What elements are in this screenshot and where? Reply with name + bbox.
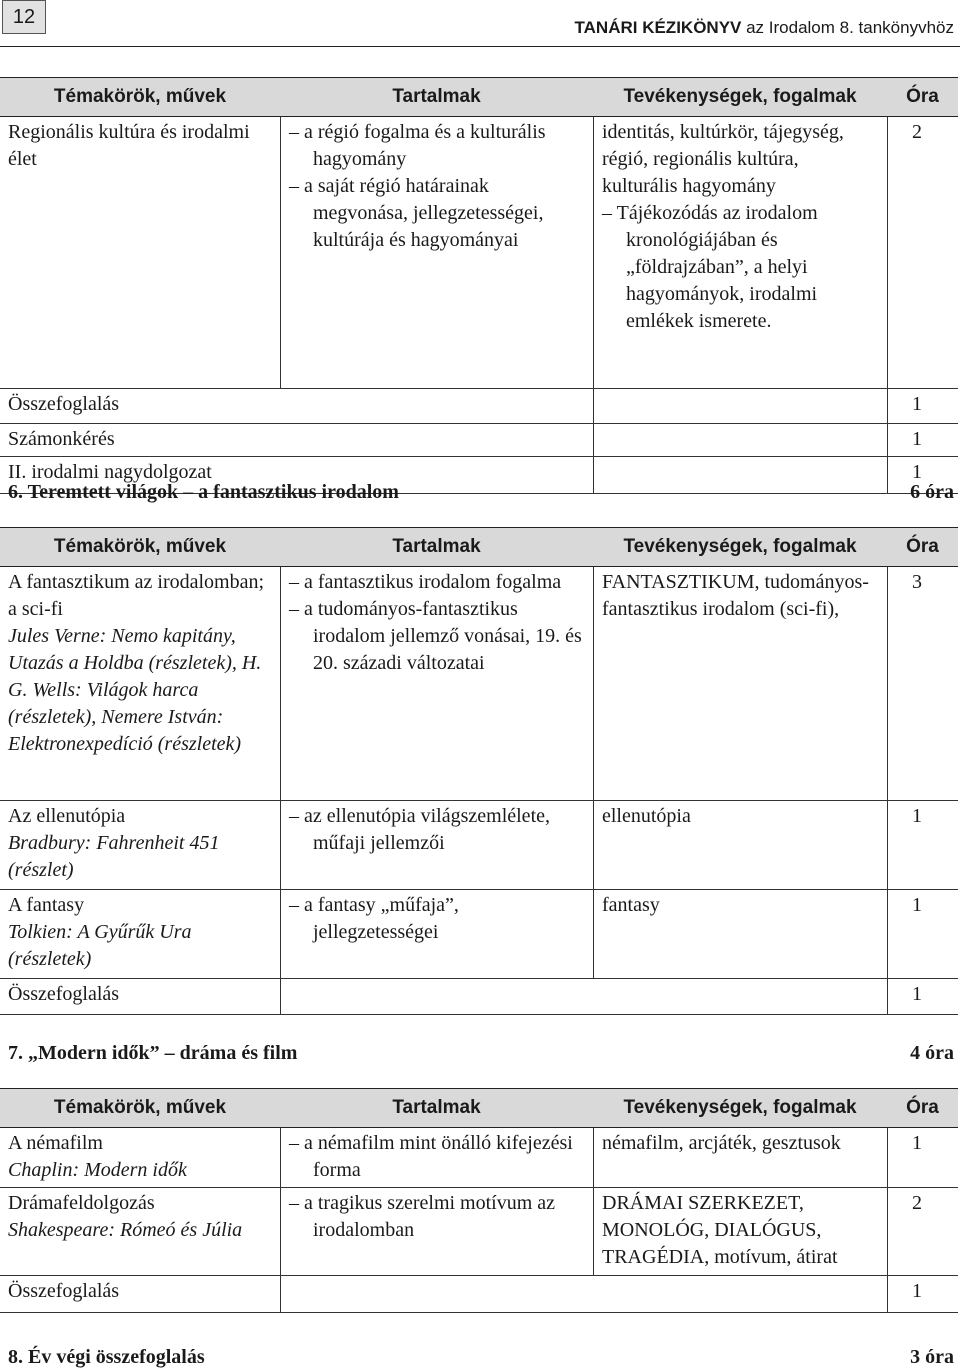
content-item: – a tudományos-fantasztikus irodalom jellemző vonásai, 19. és 20. századi változatai <box>289 598 582 674</box>
works-text: Bradbury: Fahrenheit 451 (részlet) <box>8 832 220 881</box>
table-header <box>0 527 958 567</box>
summary-hours: 1 <box>887 457 958 493</box>
works-text: Chaplin: Modern idők <box>8 1159 187 1181</box>
summary-empty <box>593 389 887 423</box>
summary-hours: 1 <box>887 424 958 456</box>
col-header-topics: Témakörök, művek <box>53 536 227 557</box>
topic-cell <box>0 1188 280 1275</box>
topic-cell <box>0 1128 280 1187</box>
curriculum-table-1 <box>0 77 958 494</box>
curriculum-table-7 <box>0 1088 958 1313</box>
summary-hours: 1 <box>887 1276 958 1312</box>
table-header <box>0 1088 958 1128</box>
activities-cell: ellenutópia <box>593 801 887 889</box>
col-header-hours: Óra <box>906 86 939 107</box>
contents-cell <box>280 801 593 889</box>
table-row <box>0 1128 958 1188</box>
col-header-contents: Tartalmak <box>392 86 481 107</box>
summary-empty <box>280 979 887 1014</box>
topic-text: A némafilm <box>8 1132 103 1154</box>
works-text: Shakespeare: Rómeó és Júlia <box>8 1219 243 1241</box>
topic-text: Drámafeldolgozás <box>8 1192 155 1214</box>
curriculum-table-6 <box>0 527 958 1015</box>
activities-cell: DRÁMAI SZERKEZET, MONOLÓG, DIALÓGUS, TRAGÉDIA, motívum, átirat <box>593 1188 887 1275</box>
header-book-subtitle: az Irodalom 8. tankönyvhöz <box>741 18 954 37</box>
works-text: Tolkien: A Gyűrűk Ura (részletek) <box>8 921 192 970</box>
page-number: 12 <box>2 0 46 34</box>
table-header <box>0 77 958 117</box>
summary-row <box>0 979 958 1015</box>
topic-text: A fantasy <box>8 894 85 916</box>
content-item: – a fantasy „műfaja”, jellegzetességei <box>289 894 459 943</box>
summary-label: Összefoglalás <box>8 983 120 1005</box>
section-hours: 4 óra <box>910 1042 954 1064</box>
section-hours: 3 óra <box>910 1346 954 1368</box>
activities-cell: fantasy <box>593 890 887 978</box>
col-header-topics: Témakörök, művek <box>53 86 227 107</box>
table-row <box>0 890 958 979</box>
activities-item: – Tájékozódás az irodalom kronológiájában és „földrajzában”, a helyi hagyományok, irodalmi emlékek ismerete. <box>602 202 818 332</box>
activities-cell: némafilm, arcjáték, gesztusok <box>593 1128 887 1187</box>
works-text: Jules Verne: Nemo kapitány, Utazás a Holdba (részletek), H. G. Wells: Világok harca (részletek), Nemere István: Elektronexpedíció (részletek) <box>8 625 262 755</box>
contents-cell <box>280 567 593 800</box>
col-header-contents: Tartalmak <box>392 1097 481 1118</box>
summary-row <box>0 424 958 457</box>
hours-cell: 1 <box>887 890 958 978</box>
table-row <box>0 117 958 389</box>
section-hours: 6 óra <box>910 481 954 503</box>
header-rule <box>0 46 960 47</box>
table-row <box>0 1188 958 1276</box>
col-header-topics: Témakörök, művek <box>53 1097 227 1118</box>
contents-cell <box>280 890 593 978</box>
table-row <box>0 567 958 801</box>
activities-cell: FANTASZTIKUM, tudományos-fantasztikus irodalom (sci-fi), <box>593 567 887 800</box>
summary-hours: 1 <box>887 979 958 1014</box>
content-item: – a tragikus szerelmi motívum az irodalomban <box>289 1192 556 1241</box>
col-header-contents: Tartalmak <box>392 536 481 557</box>
activities-text: identitás, kultúrkör, tájegység, régió, regionális kultúra, kulturális hagyomány <box>602 121 844 197</box>
col-header-hours: Óra <box>906 536 939 557</box>
col-header-activities: Tevékenységek, fogalmak <box>623 1097 857 1118</box>
topic-cell: Regionális kultúra és irodalmi élet <box>8 121 250 170</box>
contents-cell <box>280 117 593 388</box>
table-row <box>0 801 958 890</box>
topic-text: Az ellenutópia <box>8 805 126 827</box>
section-title-text: 8. Év végi összefoglalás <box>8 1346 205 1368</box>
summary-hours: 1 <box>887 389 958 423</box>
header-book-title: TANÁRI KÉZIKÖNYV <box>574 18 742 37</box>
content-item: – a saját régió határainak megvonása, jellegzetességei, kultúrája és hagyományai <box>289 175 544 251</box>
hours-cell: 1 <box>887 1128 958 1187</box>
activities-cell <box>593 117 887 388</box>
contents-cell <box>280 1128 593 1187</box>
section-8-title <box>8 1346 954 1369</box>
col-header-hours: Óra <box>906 1097 939 1118</box>
summary-row <box>0 389 958 424</box>
summary-empty <box>280 1276 887 1312</box>
running-header <box>575 18 954 38</box>
content-item: – a régió fogalma és a kulturális hagyomány <box>289 121 546 170</box>
topic-cell <box>0 890 280 978</box>
topic-cell <box>0 801 280 889</box>
summary-label: II. irodalmi nagydolgozat <box>8 461 212 483</box>
section-7-title <box>8 1042 954 1065</box>
summary-row <box>0 1276 958 1313</box>
summary-empty <box>593 424 887 456</box>
hours-cell: 2 <box>887 117 958 388</box>
hours-cell: 3 <box>887 567 958 800</box>
content-item: – a némafilm mint önálló kifejezési forma <box>289 1132 573 1181</box>
section-title-text: 7. „Modern idők” – dráma és film <box>8 1042 298 1064</box>
contents-cell <box>280 1188 593 1275</box>
section-title-text: 6. Teremtett világok – a fantasztikus irodalom <box>8 481 399 503</box>
summary-label: Összefoglalás <box>8 1280 120 1302</box>
content-item: – a fantasztikus irodalom fogalma <box>289 571 562 593</box>
hours-cell: 2 <box>887 1188 958 1275</box>
topic-cell <box>0 567 280 800</box>
summary-label: Összefoglalás <box>8 393 120 415</box>
content-item: – az ellenutópia világszemlélete, műfaji jellemzői <box>289 805 550 854</box>
section-6-title <box>8 481 954 504</box>
topic-text: A fantasztikum az irodalomban; a sci-fi <box>8 571 265 620</box>
col-header-activities: Tevékenységek, fogalmak <box>623 536 857 557</box>
col-header-activities: Tevékenységek, fogalmak <box>623 86 857 107</box>
hours-cell: 1 <box>887 801 958 889</box>
summary-label: Számonkérés <box>8 428 115 450</box>
